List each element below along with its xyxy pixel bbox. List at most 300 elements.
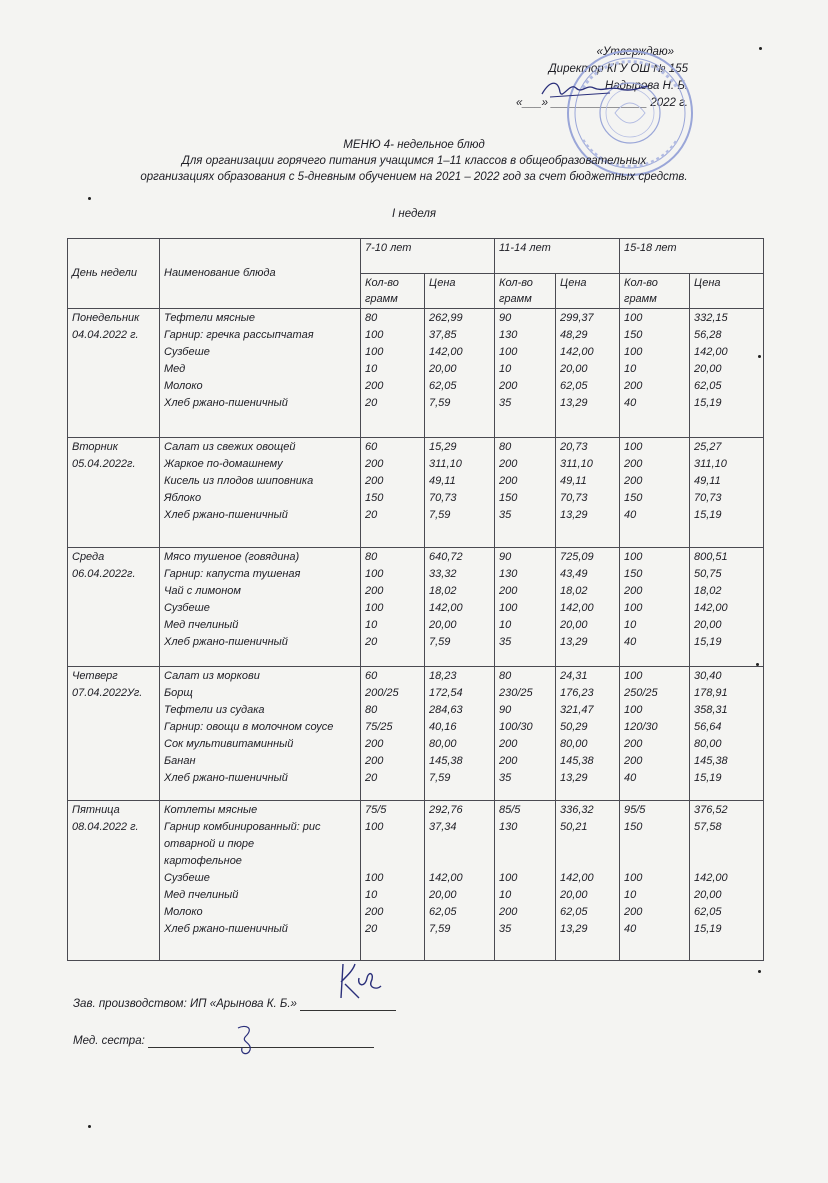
approval-name: Надырова Н. Б. xyxy=(604,80,688,92)
director-signature-icon xyxy=(540,74,650,104)
price-value: 57,58 xyxy=(694,821,722,833)
dish-name: Гарнир комбинированный: рис xyxy=(164,821,321,833)
qty-value: 130 xyxy=(499,568,518,580)
table-row xyxy=(68,548,764,667)
price-value: 62,05 xyxy=(694,906,722,918)
qty-value: 100 xyxy=(365,872,384,884)
title-line-3: организациях образования с 5-дневным обучением на 2021 – 2022 год за счет бюджетных средств. xyxy=(140,171,688,183)
dish-name: Банан xyxy=(164,755,196,767)
price-value: 142,00 xyxy=(694,346,728,358)
price-value: 70,73 xyxy=(694,492,722,504)
qty-value: 200 xyxy=(499,738,518,750)
qty-value: 100 xyxy=(365,602,384,614)
qty-cell xyxy=(620,801,690,961)
dish-name: отварной и пюре xyxy=(164,838,255,850)
dish-name: Жаркое по-домашнему xyxy=(164,458,283,470)
qty-value: 200 xyxy=(365,458,384,470)
price-value: 292,76 xyxy=(429,804,463,816)
qty-value: 35 xyxy=(499,397,512,409)
qty-value: 150 xyxy=(624,568,643,580)
price-value: 142,00 xyxy=(560,872,594,884)
production-signature-icon xyxy=(335,960,385,1004)
qty-value: 100 xyxy=(624,441,643,453)
price-value: 142,00 xyxy=(429,346,463,358)
table-row xyxy=(68,438,764,548)
qty-value xyxy=(365,853,420,870)
qty-value: 20 xyxy=(365,772,378,784)
qty-value: 90 xyxy=(499,704,512,716)
price-value: 25,27 xyxy=(694,441,722,453)
qty-value: 20 xyxy=(365,923,378,935)
dish-name: Хлеб ржано-пшеничный xyxy=(164,636,288,648)
qty-value: 200 xyxy=(624,475,643,487)
qty-value: 100 xyxy=(365,568,384,580)
price-value: 20,00 xyxy=(560,889,588,901)
qty-value: 100 xyxy=(499,872,518,884)
scan-speck xyxy=(88,197,91,200)
qty-value: 100 xyxy=(624,602,643,614)
price-value: 178,91 xyxy=(694,687,728,699)
price-value: 299,37 xyxy=(560,312,594,324)
menu-table-body xyxy=(68,309,764,961)
qty-value: 200 xyxy=(365,906,384,918)
qty-value xyxy=(499,853,551,870)
qty-value: 35 xyxy=(499,636,512,648)
qty-value: 100 xyxy=(624,872,643,884)
qty-value: 35 xyxy=(499,923,512,935)
price-value: 70,73 xyxy=(429,492,457,504)
dish-cell xyxy=(160,438,361,548)
approval-date: «___» _______________ 2022 г. xyxy=(516,97,688,109)
price-value: 142,00 xyxy=(429,872,463,884)
dish-name: картофельное xyxy=(164,855,242,867)
dish-name: Салат из моркови xyxy=(164,670,260,682)
qty-value: 200 xyxy=(365,755,384,767)
qty-cell xyxy=(361,667,425,801)
dish-name: Тефтели из судака xyxy=(164,704,265,716)
dish-name: Мед пчелиный xyxy=(164,889,239,901)
approval-title: «Утверждаю» xyxy=(596,46,674,58)
price-value: 33,32 xyxy=(429,568,457,580)
price-cell xyxy=(556,309,620,438)
qty-value: 10 xyxy=(499,363,512,375)
price-value xyxy=(694,853,759,870)
qty-value: 80 xyxy=(365,704,378,716)
qty-value: 100/30 xyxy=(499,721,533,733)
price-value: 284,63 xyxy=(429,704,463,716)
qty-value: 95/5 xyxy=(624,804,646,816)
qty-value: 20 xyxy=(365,636,378,648)
price-value: 7,59 xyxy=(429,772,451,784)
day-date: 06.04.2022г. xyxy=(72,568,136,580)
qty-value: 100 xyxy=(499,602,518,614)
day-date: 07.04.2022Уг. xyxy=(72,687,143,699)
scan-speck xyxy=(758,355,761,358)
footer-nurse xyxy=(73,1035,374,1048)
price-value: 62,05 xyxy=(560,380,588,392)
qty-value: 10 xyxy=(365,619,378,631)
qty-value: 200 xyxy=(365,380,384,392)
qty-value xyxy=(499,836,551,853)
price-value: 50,75 xyxy=(694,568,722,580)
dish-name: Сок мультивитаминный xyxy=(164,738,294,750)
price-cell xyxy=(425,667,495,801)
qty-value: 35 xyxy=(499,772,512,784)
qty-value: 100 xyxy=(365,346,384,358)
qty-value: 200 xyxy=(499,475,518,487)
week-label: I неделя xyxy=(392,208,436,220)
price-cell xyxy=(690,438,764,548)
qty-value: 120/30 xyxy=(624,721,658,733)
qty-value: 150 xyxy=(624,329,643,341)
price-value: 20,00 xyxy=(694,363,722,375)
qty-value: 20 xyxy=(365,509,378,521)
qty-value: 10 xyxy=(499,619,512,631)
qty-value: 100 xyxy=(624,704,643,716)
approval-director: Директор КГУ ОШ № 155 xyxy=(548,63,688,75)
price-value: 15,19 xyxy=(694,923,722,935)
price-value: 49,11 xyxy=(429,475,456,487)
day-date: 04.04.2022 г. xyxy=(72,329,139,341)
price-cell xyxy=(690,667,764,801)
qty-value: 60 xyxy=(365,441,378,453)
price-value: 48,29 xyxy=(560,329,588,341)
price-cell xyxy=(690,309,764,438)
price-value: 15,19 xyxy=(694,397,722,409)
dish-name: Сузбеше xyxy=(164,602,210,614)
dish-name: Хлеб ржано-пшеничный xyxy=(164,923,288,935)
dish-cell xyxy=(160,667,361,801)
qty-value: 200 xyxy=(499,458,518,470)
qty-value xyxy=(624,853,685,870)
qty-value: 80 xyxy=(499,670,512,682)
qty-value: 200 xyxy=(624,458,643,470)
qty-value: 130 xyxy=(499,329,518,341)
title-line-2: Для организации горячего питания учащимся 1–11 классов в общеобразовательных xyxy=(181,155,647,167)
dish-name: Гарнир: гречка рассыпчатая xyxy=(164,329,314,341)
title-line-1: МЕНЮ 4- недельное блюд xyxy=(343,139,485,151)
price-value: 50,29 xyxy=(560,721,588,733)
price-value: 20,00 xyxy=(429,889,457,901)
price-value: 800,51 xyxy=(694,551,728,563)
price-value: 56,64 xyxy=(694,721,722,733)
price-value: 145,38 xyxy=(429,755,463,767)
price-value: 13,29 xyxy=(560,923,588,935)
qty-value: 150 xyxy=(624,821,643,833)
scan-speck xyxy=(88,1125,91,1128)
price-value: 142,00 xyxy=(560,602,594,614)
dish-name: Салат из свежих овощей xyxy=(164,441,296,453)
qty-value: 130 xyxy=(499,821,518,833)
price-value: 56,28 xyxy=(694,329,722,341)
price-value: 20,00 xyxy=(429,363,457,375)
price-value xyxy=(560,853,615,870)
dish-name: Сузбеше xyxy=(164,346,210,358)
price-value: 321,47 xyxy=(560,704,594,716)
price-value: 18,02 xyxy=(429,585,457,597)
production-label: Зав. производством: ИП «Арынова К. Б.» xyxy=(73,998,297,1010)
header-qty: Кол-во грамм xyxy=(620,274,690,309)
dish-cell xyxy=(160,801,361,961)
qty-value: 100 xyxy=(624,670,643,682)
qty-value: 85/5 xyxy=(499,804,521,816)
qty-value: 150 xyxy=(365,492,384,504)
price-value: 142,00 xyxy=(694,602,728,614)
day-cell xyxy=(68,667,160,801)
qty-value: 200/25 xyxy=(365,687,399,699)
dish-name: Мед xyxy=(164,363,186,375)
qty-value: 80 xyxy=(365,551,378,563)
scan-speck xyxy=(759,47,762,50)
qty-value: 100 xyxy=(624,346,643,358)
price-cell xyxy=(690,548,764,667)
qty-value: 75/25 xyxy=(365,721,393,733)
price-value: 80,00 xyxy=(694,738,722,750)
price-value: 13,29 xyxy=(560,772,588,784)
dish-name: Тефтели мясные xyxy=(164,312,256,324)
qty-value: 200 xyxy=(499,585,518,597)
price-cell xyxy=(425,438,495,548)
dish-name: Хлеб ржано-пшеничный xyxy=(164,509,288,521)
dish-name: Котлеты мясные xyxy=(164,804,258,816)
price-value: 15,19 xyxy=(694,636,722,648)
price-value: 311,10 xyxy=(560,458,593,470)
day-cell xyxy=(68,548,160,667)
qty-value: 230/25 xyxy=(499,687,533,699)
price-value: 640,72 xyxy=(429,551,463,563)
qty-value: 10 xyxy=(624,619,637,631)
price-value: 37,85 xyxy=(429,329,457,341)
table-row xyxy=(68,667,764,801)
price-value: 358,31 xyxy=(694,704,728,716)
day-name: Пятница xyxy=(72,804,120,816)
price-value: 70,73 xyxy=(560,492,588,504)
price-value: 62,05 xyxy=(429,380,457,392)
qty-value: 200 xyxy=(624,906,643,918)
price-value: 62,05 xyxy=(560,906,588,918)
dish-name: Кисель из плодов шиповника xyxy=(164,475,314,487)
header-age-15-18: 15-18 лет xyxy=(620,239,764,274)
qty-value: 40 xyxy=(624,772,637,784)
price-value: 13,29 xyxy=(560,397,588,409)
qty-cell xyxy=(620,548,690,667)
qty-cell xyxy=(495,667,556,801)
price-value: 80,00 xyxy=(560,738,588,750)
qty-cell xyxy=(620,438,690,548)
price-value: 43,49 xyxy=(560,568,588,580)
qty-value: 10 xyxy=(499,889,512,901)
day-name: Вторник xyxy=(72,441,118,453)
qty-cell xyxy=(495,309,556,438)
price-value: 172,54 xyxy=(429,687,463,699)
price-value: 50,21 xyxy=(560,821,588,833)
qty-value: 200 xyxy=(624,585,643,597)
price-value: 7,59 xyxy=(429,636,451,648)
qty-value: 100 xyxy=(624,312,643,324)
price-value: 7,59 xyxy=(429,509,451,521)
price-value: 332,15 xyxy=(694,312,728,324)
qty-cell xyxy=(495,548,556,667)
header-qty: Кол-во грамм xyxy=(361,274,425,309)
header-age-7-10: 7-10 лет xyxy=(361,239,495,274)
price-value xyxy=(429,853,490,870)
dish-name: Гарнир: капуста тушеная xyxy=(164,568,301,580)
qty-value: 90 xyxy=(499,312,512,324)
price-value: 20,00 xyxy=(429,619,457,631)
price-value: 20,00 xyxy=(694,889,722,901)
price-value: 49,11 xyxy=(560,475,587,487)
price-value: 40,16 xyxy=(429,721,457,733)
price-cell xyxy=(425,309,495,438)
price-value xyxy=(560,836,615,853)
qty-cell xyxy=(361,801,425,961)
qty-value: 10 xyxy=(624,363,637,375)
qty-value: 100 xyxy=(624,551,643,563)
price-value: 24,31 xyxy=(560,670,588,682)
price-cell xyxy=(425,801,495,961)
header-price: Цена xyxy=(556,274,620,309)
qty-cell xyxy=(361,309,425,438)
price-value: 18,23 xyxy=(429,670,457,682)
qty-value: 90 xyxy=(499,551,512,563)
price-value: 336,32 xyxy=(560,804,594,816)
price-value: 18,02 xyxy=(560,585,588,597)
dish-cell xyxy=(160,309,361,438)
table-row xyxy=(68,801,764,961)
day-cell xyxy=(68,438,160,548)
qty-value: 100 xyxy=(365,329,384,341)
scan-speck xyxy=(756,663,759,666)
price-cell xyxy=(690,801,764,961)
day-date: 08.04.2022 г. xyxy=(72,821,139,833)
price-value: 15,19 xyxy=(694,772,722,784)
qty-value: 200 xyxy=(624,738,643,750)
dish-name: Яблоко xyxy=(164,492,202,504)
price-value: 37,34 xyxy=(429,821,457,833)
price-value: 311,10 xyxy=(429,458,462,470)
document-title xyxy=(0,137,828,185)
dish-name: Хлеб ржано-пшеничный xyxy=(164,397,288,409)
price-value: 725,09 xyxy=(560,551,594,563)
qty-value: 200 xyxy=(499,906,518,918)
qty-value: 80 xyxy=(499,441,512,453)
dish-name: Молоко xyxy=(164,380,203,392)
qty-value: 10 xyxy=(624,889,637,901)
qty-value: 200 xyxy=(499,755,518,767)
menu-table xyxy=(67,238,764,961)
day-name: Понедельник xyxy=(72,312,140,324)
price-value xyxy=(429,836,490,853)
header-day: День недели xyxy=(68,239,160,309)
qty-cell xyxy=(620,667,690,801)
header-dish: Наименование блюда xyxy=(160,239,361,309)
price-value: 142,00 xyxy=(429,602,463,614)
price-value: 13,29 xyxy=(560,509,588,521)
price-value: 7,59 xyxy=(429,923,451,935)
qty-value: 150 xyxy=(624,492,643,504)
price-value: 20,73 xyxy=(560,441,588,453)
price-value: 7,59 xyxy=(429,397,451,409)
qty-value: 40 xyxy=(624,397,637,409)
qty-value: 10 xyxy=(365,889,378,901)
price-value: 18,02 xyxy=(694,585,722,597)
qty-value: 150 xyxy=(499,492,518,504)
day-name: Четверг xyxy=(72,670,118,682)
qty-value: 100 xyxy=(499,346,518,358)
qty-cell xyxy=(361,548,425,667)
qty-value: 20 xyxy=(365,397,378,409)
qty-value: 200 xyxy=(365,738,384,750)
qty-value: 250/25 xyxy=(624,687,658,699)
day-cell xyxy=(68,309,160,438)
qty-cell xyxy=(620,309,690,438)
price-value: 62,05 xyxy=(694,380,722,392)
dish-cell xyxy=(160,548,361,667)
price-cell xyxy=(556,548,620,667)
qty-value: 75/5 xyxy=(365,804,387,816)
dish-name: Мясо тушеное (говядина) xyxy=(164,551,300,563)
price-value: 80,00 xyxy=(429,738,457,750)
qty-value: 200 xyxy=(499,380,518,392)
qty-value xyxy=(624,836,685,853)
price-value: 49,11 xyxy=(694,475,721,487)
price-value: 30,40 xyxy=(694,670,722,682)
qty-value: 40 xyxy=(624,636,637,648)
dish-name: Хлеб ржано-пшеничный xyxy=(164,772,288,784)
qty-value: 200 xyxy=(365,475,384,487)
price-value: 262,99 xyxy=(429,312,463,324)
price-value xyxy=(694,836,759,853)
header-qty: Кол-во грамм xyxy=(495,274,556,309)
price-cell xyxy=(425,548,495,667)
qty-value: 10 xyxy=(365,363,378,375)
header-price: Цена xyxy=(690,274,764,309)
price-value: 145,38 xyxy=(694,755,728,767)
price-value: 142,00 xyxy=(694,872,728,884)
day-cell xyxy=(68,801,160,961)
header-age-11-14: 11-14 лет xyxy=(495,239,620,274)
qty-value: 100 xyxy=(365,821,384,833)
price-cell xyxy=(556,438,620,548)
price-value: 20,00 xyxy=(560,619,588,631)
price-value: 62,05 xyxy=(429,906,457,918)
price-value: 145,38 xyxy=(560,755,594,767)
price-value: 176,23 xyxy=(560,687,594,699)
price-cell xyxy=(556,801,620,961)
nurse-label: Мед. сестра: xyxy=(73,1035,145,1047)
price-cell xyxy=(556,667,620,801)
day-name: Среда xyxy=(72,551,105,563)
day-date: 05.04.2022г. xyxy=(72,458,136,470)
dish-name: Мед пчелиный xyxy=(164,619,239,631)
qty-value: 35 xyxy=(499,509,512,521)
price-value: 13,29 xyxy=(560,636,588,648)
dish-name: Чай с лимоном xyxy=(164,585,241,597)
nurse-signature-icon xyxy=(232,1022,262,1058)
qty-value: 80 xyxy=(365,312,378,324)
price-value: 142,00 xyxy=(560,346,594,358)
price-value: 20,00 xyxy=(694,619,722,631)
price-value: 376,52 xyxy=(694,804,728,816)
qty-value: 200 xyxy=(365,585,384,597)
price-value: 311,10 xyxy=(694,458,727,470)
dish-name: Гарнир: овощи в молочном соусе xyxy=(164,721,334,733)
qty-value: 200 xyxy=(624,380,643,392)
qty-cell xyxy=(495,438,556,548)
dish-name: Молоко xyxy=(164,906,203,918)
scan-speck xyxy=(758,970,761,973)
price-value: 15,29 xyxy=(429,441,457,453)
